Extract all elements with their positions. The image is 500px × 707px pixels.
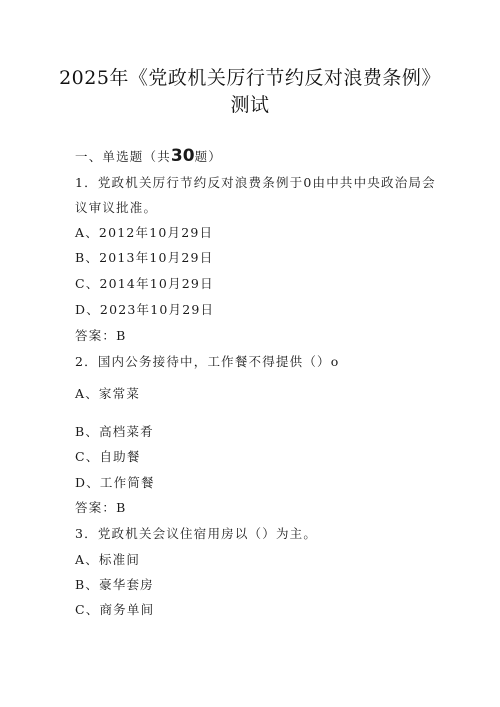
- question-1-option-b: B、2013年10月29日: [75, 250, 214, 265]
- question-3-text: 3．党政机关会议住宿用房以（）为主。: [75, 526, 318, 541]
- question-2-option-b: B、高档菜肴: [75, 424, 154, 439]
- question-3-option-c: C、商务单间: [75, 602, 155, 617]
- question-2-answer: 答案：B: [75, 500, 127, 515]
- question-2-option-a: A、家常菜: [75, 386, 141, 401]
- question-1-option-d: D、2023年10月29日: [75, 302, 215, 317]
- question-1-text-line-2: 议审议批准。: [75, 200, 158, 215]
- section-heading: [75, 146, 222, 166]
- question-1-option-a: A、2012年10月29日: [75, 225, 214, 240]
- document-title-line-1: 2025年《党政机关厉行节约反对浪费条例》: [59, 67, 441, 89]
- question-1-answer: 答案：B: [75, 328, 127, 343]
- question-3-option-b: B、豪华套房: [75, 577, 154, 592]
- section-question-count: 30: [170, 146, 195, 166]
- section-heading-suffix: 题）: [194, 149, 222, 164]
- question-2-option-c: C、自助餐: [75, 449, 141, 464]
- question-2-text: 2．国内公务接待中，工作餐不得提供（）o: [75, 354, 340, 369]
- document-title-line-2: 测试: [230, 94, 270, 116]
- question-3-option-a: A、标准间: [75, 552, 141, 567]
- question-1-option-c: C、2014年10月29日: [75, 276, 214, 291]
- question-1-text-line-1: 1．党政机关厉行节约反对浪费条例于0由中共中央政治局会: [75, 175, 436, 190]
- section-heading-prefix: 一、单选题（共: [75, 149, 171, 164]
- question-2-option-d: D、工作简餐: [75, 475, 155, 490]
